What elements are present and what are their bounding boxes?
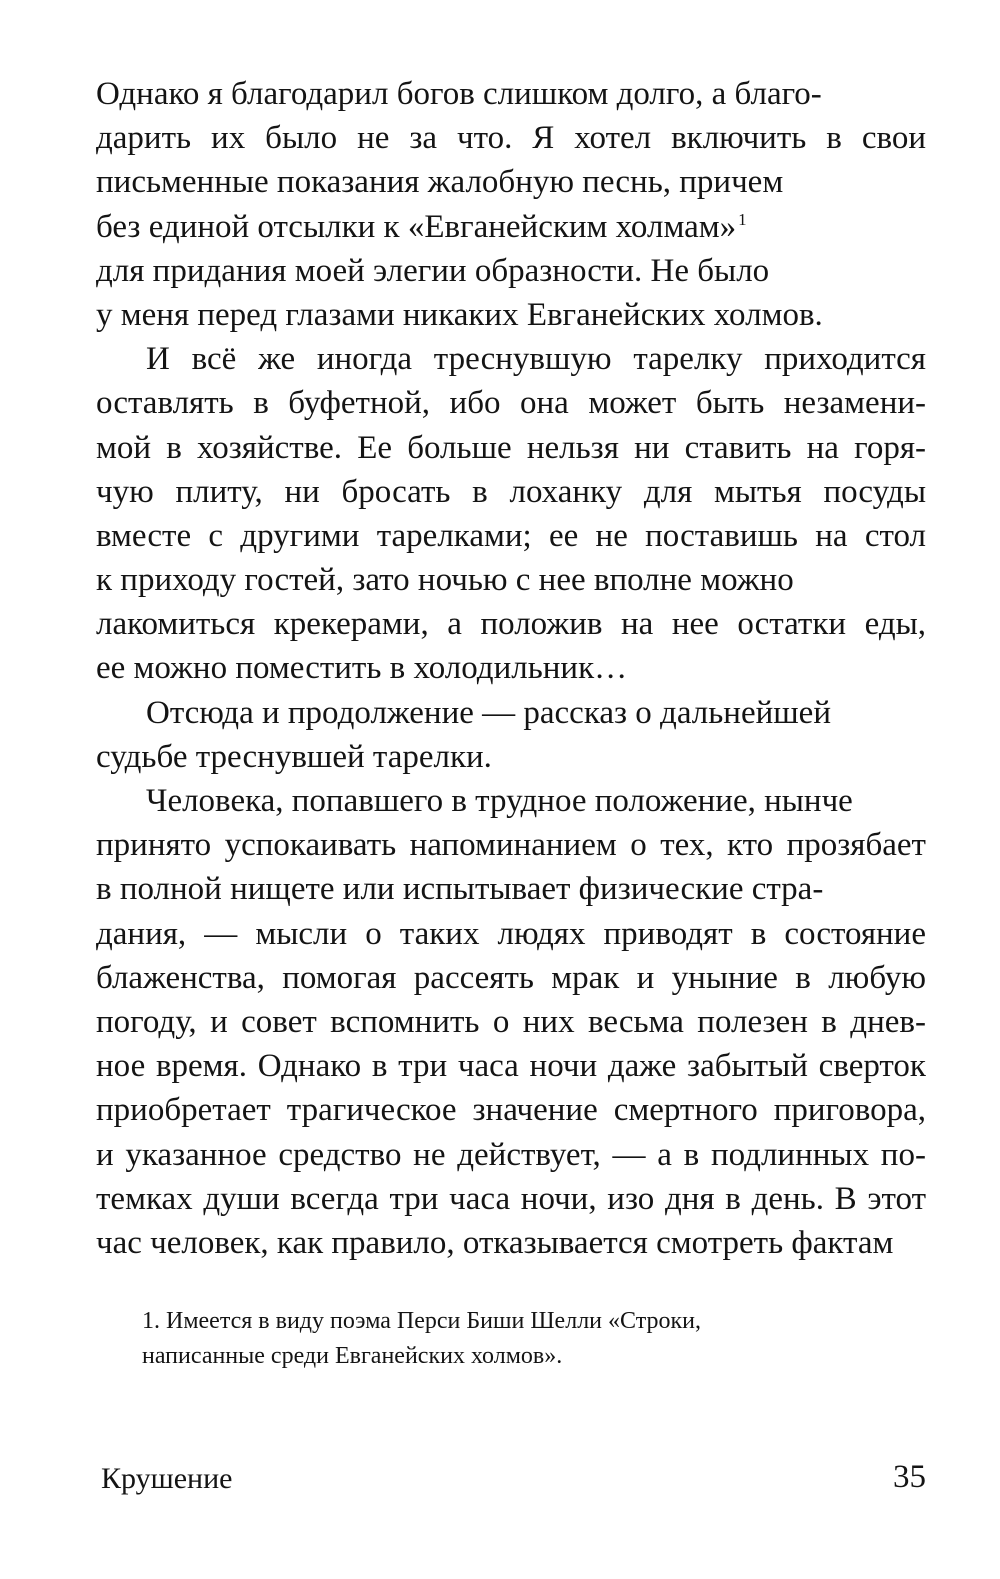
text-line-content: в полной нищете или испытывает физические стра- [96, 871, 824, 908]
text-line-content: Отсюда и продолжение — рассказ о дальнейшей [146, 694, 831, 731]
text-line [96, 646, 926, 690]
text-line-content: ное время. Однако в три часа ночи даже забытый сверток [96, 1048, 926, 1085]
text-line [96, 1221, 926, 1265]
text-line [96, 381, 926, 425]
text-line-content: дания, — мысли о таких людях приводят в состояние [96, 915, 926, 952]
body-text [96, 72, 926, 1265]
running-title: Крушение [101, 1462, 233, 1495]
text-line [96, 337, 926, 381]
text-line-content: судьбе треснувшей тарелки. [96, 738, 492, 775]
footnote [142, 1304, 902, 1374]
text-line [96, 1088, 926, 1132]
text-line-content: темках души всегда три часа ночи, изо дня в день. В этот [96, 1180, 926, 1217]
footnote-line: написанные среди Евганейских холмов». [142, 1343, 563, 1369]
text-line-content: без единой отсылки к «Евганейским холмам» [96, 208, 737, 245]
text-line [96, 470, 926, 514]
text-line [96, 293, 926, 337]
text-line [96, 116, 926, 160]
text-line [96, 1133, 926, 1177]
text-line [96, 1044, 926, 1088]
text-line [96, 691, 926, 735]
text-line [96, 823, 926, 867]
text-line [96, 514, 926, 558]
text-line-content: оставлять в буфетной, ибо она может быть незамени- [96, 385, 927, 422]
text-line-content: к приходу гостей, зато ночью с нее вполне можно [96, 562, 794, 599]
footnote-line: 1. Имеется в виду поэма Перси Биши Шелли «Строки, [142, 1308, 701, 1334]
text-line-content: дарить их было не за что. Я хотел включить в свои [96, 120, 926, 157]
text-line-content: лакомиться крекерами, а положив на нее остатки еды, [96, 606, 927, 643]
text-line-content: мой в хозяйстве. Ее больше нельзя ни ставить на горя- [96, 429, 927, 466]
text-line-content: погоду, и совет вспомнить о них весьма полезен в днев- [96, 1003, 926, 1040]
text-line [96, 1000, 926, 1044]
text-line [96, 912, 926, 956]
text-line [96, 779, 926, 823]
text-line [96, 426, 926, 470]
text-line-content: и указанное средство не действует, — а в подлинных по- [96, 1136, 926, 1173]
text-line-content: для придания моей элегии образности. Не было [96, 252, 770, 289]
text-line [96, 602, 926, 646]
text-line [96, 867, 926, 911]
text-line-content: И всё же иногда треснувшую тарелку приходится [146, 341, 926, 378]
text-line [96, 735, 926, 779]
text-line-content: у меня перед глазами никаких Евганейских холмов. [96, 296, 823, 333]
text-line [96, 72, 926, 116]
text-line [96, 1177, 926, 1221]
text-line-content: блаженства, помогая рассеять мрак и уныние в любую [96, 959, 927, 996]
text-line [96, 558, 926, 602]
text-line-content: Однако я благодарил богов слишком долго, а благо- [96, 76, 822, 112]
text-line-content: чую плиту, ни бросать в лоханку для мытья посуды [96, 473, 927, 510]
text-line [96, 205, 926, 249]
text-line [96, 249, 926, 293]
text-line-content: Человека, попавшего в трудное положение, нынче [146, 783, 853, 819]
text-line-content: вместе с другими тарелками; ее не поставишь на стол [96, 517, 926, 554]
text-line-content: приобретает трагическое значение смертного приговора, [96, 1092, 926, 1129]
text-line [96, 160, 926, 204]
text-line-content: ее можно поместить в холодильник… [96, 650, 628, 687]
text-line-content: принято успокаивать напоминанием о тех, кто прозябает [96, 827, 926, 864]
footnote-reference: 1 [738, 209, 747, 229]
text-line-content: письменные показания жалобную песнь, причем [96, 164, 784, 201]
text-line [96, 956, 926, 1000]
page-number: 35 [893, 1459, 926, 1495]
text-line-content: час человек, как правило, отказывается смотреть фактам [96, 1224, 894, 1261]
